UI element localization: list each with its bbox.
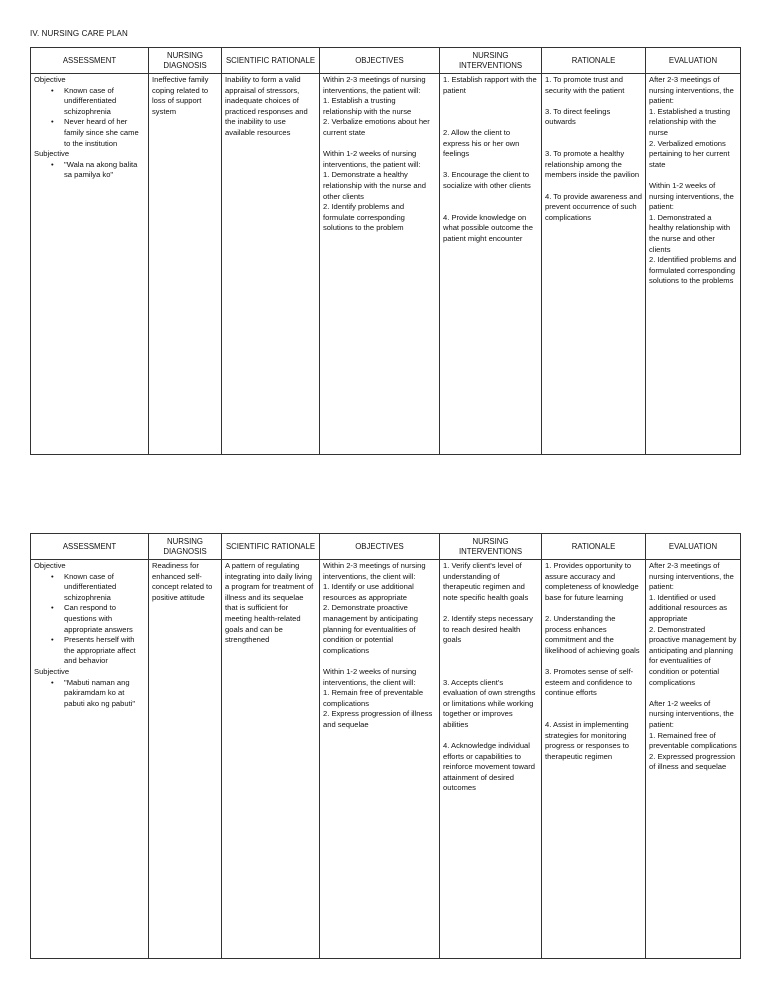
intervention-item: 1. Verify client's level of understanding of therapeutic regimen and note specific health goals	[443, 561, 529, 602]
objective-block: Within 2-3 meetings of nursing interventions, the client will: 1. Identify or use additional resources as appropriate 2. Demonstrate proactive management by anticipating planning for eventualities of condition or potential complications	[323, 561, 426, 655]
list-item: • Known case of undifferentiated schizophrenia	[64, 572, 145, 604]
list-item: • "Wala na akong balita sa pamilya ko"	[64, 160, 145, 181]
page-title: IV. NURSING CARE PLAN	[30, 29, 128, 38]
rationale-cell	[542, 560, 646, 959]
evaluation-cell	[646, 560, 741, 959]
evaluation-block: Within 1-2 weeks of nursing interventions, the patient: 1. Demonstrated a healthy relationship with the nurse and other clients 2. Identified problems and formulated corresponding solutions to the problems	[649, 180, 737, 286]
intervention-item: 2. Identify steps necessary to reach desired health goals	[443, 613, 533, 645]
header-nursing-interventions: NURSING INTERVENTIONS	[440, 534, 542, 560]
objective-block: Within 1-2 weeks of nursing interventions, the patient will: 1. Demonstrate a healthy relationship with the nurse and other clients 2. Identify problems and formulate corresponding solutions to the problem	[323, 149, 427, 233]
objective-block: Within 1-2 weeks of nursing interventions, the client will: 1. Remain free of preventable complications 2. Express progression of illness and sequelae	[323, 666, 433, 729]
objective-list	[34, 572, 145, 667]
header-nursing-interventions: NURSING INTERVENTIONS	[440, 48, 542, 74]
header-nursing-diagnosis: NURSING DIAGNOSIS	[149, 48, 222, 74]
header-evaluation: EVALUATION	[646, 48, 741, 74]
evaluation-block: After 1-2 weeks of nursing interventions, the patient: 1. Remained free of preventable complications 2. Expressed progression of illness and sequelae	[649, 698, 737, 772]
rationale-item: 4. To provide awareness and prevent occurrence of such complications	[545, 191, 642, 222]
evaluation-block: After 2-3 meetings of nursing interventions, the patient: 1. Identified or used additional resources as appropriate 2. Demonstrated proactive management by anticipating and planning for eventualities of condition or potential complications	[649, 561, 737, 687]
header-scientific-rationale: SCIENTIFIC RATIONALE	[222, 48, 320, 74]
table-header-row	[31, 534, 741, 560]
header-objectives: OBJECTIVES	[320, 48, 440, 74]
objective-label: Objective	[34, 561, 66, 570]
intervention-item: 4. Acknowledge individual efforts or capabilities to reinforce movement toward attainment of desired outcomes	[443, 741, 536, 793]
header-objectives: OBJECTIVES	[320, 534, 440, 560]
scientific-rationale-cell	[222, 560, 320, 959]
evaluation-cell	[646, 74, 741, 455]
objective-list	[34, 86, 145, 150]
evaluation-block: After 2-3 meetings of nursing interventions, the patient: 1. Established a trusting relationship with the nurse 2. Verbalized emotions pertaining to her current state	[649, 75, 734, 169]
table-row	[31, 74, 741, 455]
assessment-cell	[31, 74, 149, 455]
intervention-item: 3. Accepts client's evaluation of own strengths or limitations while working together or improves abilities	[443, 677, 536, 729]
subjective-label: Subjective	[34, 666, 70, 676]
diagnosis-text: Readiness for enhanced self-concept related to positive attitude	[152, 561, 213, 602]
scientific-rationale-text: Inability to form a valid appraisal of stressors, inadequate choices of practiced responses and the inability to use available resources	[225, 75, 308, 137]
objective-block: Within 2-3 meetings of nursing interventions, the patient will: 1. Establish a trusting relationship with the nurse 2. Verbalize emotions about her current state	[323, 75, 430, 137]
rationale-item: 1. Provides opportunity to assure accuracy and completeness of knowledge base for future learning	[545, 561, 639, 602]
interventions-cell	[440, 560, 542, 959]
header-rationale: RATIONALE	[542, 48, 646, 74]
table-row	[31, 560, 741, 959]
rationale-item: 3. To promote a healthy relationship among the members inside the pavilion	[545, 149, 640, 180]
scientific-rationale-text: A pattern of regulating integrating into daily living a program for treatment of illness and its sequelae that is sufficient for meeting health-related goals and can be strengthened	[225, 561, 314, 645]
intervention-item: 2. Allow the client to express his or her own feelings	[443, 127, 520, 159]
intervention-item: 3. Encourage the client to socialize with other clients	[443, 170, 531, 190]
list-item: • Can respond to questions with appropriate answers	[64, 603, 145, 635]
header-rationale: RATIONALE	[542, 534, 646, 560]
rationale-cell	[542, 74, 646, 455]
care-plan-table-2	[30, 533, 741, 959]
header-assessment: ASSESSMENT	[31, 534, 149, 560]
intervention-item: 4. Provide knowledge on what possible outcome the patient might encounter	[443, 212, 533, 243]
header-evaluation: EVALUATION	[646, 534, 741, 560]
subjective-list	[34, 678, 145, 710]
list-item: • Known case of undifferentiated schizophrenia	[64, 86, 145, 118]
scientific-rationale-cell	[222, 74, 320, 455]
rationale-item: 3. Promotes sense of self-esteem and confidence to continue efforts	[545, 666, 634, 698]
diagnosis-text: Ineffective family coping related to loss of support system	[152, 75, 209, 116]
rationale-item: 1. To promote trust and security with the patient	[545, 75, 625, 95]
list-item: • Never heard of her family since she came to the institution	[64, 117, 145, 149]
interventions-cell	[440, 74, 542, 455]
header-scientific-rationale: SCIENTIFIC RATIONALE	[222, 534, 320, 560]
header-assessment: ASSESSMENT	[31, 48, 149, 74]
list-item: • "Mabuti naman ang pakiramdam ko at pabuti ako ng pabuti"	[64, 678, 145, 710]
objectives-cell	[320, 560, 440, 959]
rationale-item: 2. Understanding the process enhances commitment and the likelihood of achieving goals	[545, 613, 640, 655]
nursing-diagnosis-cell	[149, 74, 222, 455]
objective-label: Objective	[34, 75, 66, 84]
table-header-row	[31, 48, 741, 74]
subjective-label: Subjective	[34, 149, 70, 159]
rationale-item: 4. Assist in implementing strategies for monitoring progress or responses to therapeutic regimen	[545, 719, 629, 761]
list-item: • Presents herself with the appropriate affect and behavior	[64, 635, 145, 667]
objectives-cell	[320, 74, 440, 455]
rationale-item: 3. To direct feelings outwards	[545, 106, 611, 127]
header-nursing-diagnosis: NURSING DIAGNOSIS	[149, 534, 222, 560]
subjective-list	[34, 160, 145, 181]
care-plan-table-1	[30, 47, 741, 455]
intervention-item: 1. Establish rapport with the patient	[443, 75, 537, 95]
nursing-diagnosis-cell	[149, 560, 222, 959]
assessment-cell	[31, 560, 149, 959]
